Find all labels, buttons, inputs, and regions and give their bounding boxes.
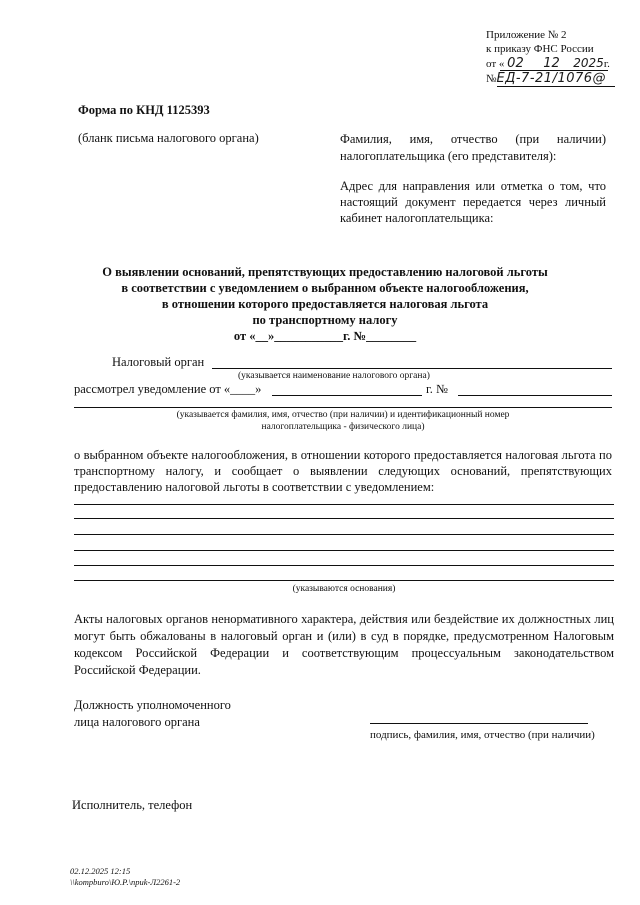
main-paragraph: о выбранном объекте налогообложения, в отношении которого предоставляется налоговая льгота по транспортному налогу, и сообщает о выявлении следующих оснований, препятствующих предоставлению налоговой льготы в соответствии с уведомлением: xyxy=(74,448,612,494)
title-date-line: от «__»___________г. №________ xyxy=(233,329,417,343)
title-line-3: в отношении которого предоставляется налоговая льгота xyxy=(161,297,489,311)
document-title xyxy=(60,264,590,344)
appendix-date-day: 02 xyxy=(507,56,524,71)
signature-position xyxy=(74,697,231,731)
blank-label: (бланк письма налогового органа) xyxy=(78,131,259,145)
title-line-1: О выявлении оснований, препятствующих предоставлению налоговой льготы xyxy=(102,265,548,279)
appendix-date-suffix: г. xyxy=(603,58,610,70)
reason-line xyxy=(74,504,614,505)
signature-position-line-1: Должность уполномоченного xyxy=(74,698,231,712)
considered-date-field xyxy=(272,395,422,396)
tax-authority-field xyxy=(212,368,612,369)
reason-line xyxy=(74,518,614,519)
appendix-number-underline xyxy=(497,86,615,87)
tax-authority-hint: (указывается наименование налогового органа) xyxy=(238,371,430,381)
taxpayer-field xyxy=(74,407,612,408)
recipient-address-label: Адрес для направления или отметка о том, что настоящий документ передается через личный кабинет налогоплательщика: xyxy=(340,179,606,225)
footer-line-1: 02.12.2025 12:15 xyxy=(70,866,131,876)
footer xyxy=(70,866,180,888)
taxpayer-hint-line-1: (указывается фамилия, имя, отчество (при наличии) и идентификационный номер xyxy=(176,410,510,420)
appendix-date-month: 12 xyxy=(543,56,560,71)
taxpayer-hint-line-2: налогоплательщика - физического лица) xyxy=(261,422,425,432)
reason-line xyxy=(74,550,614,551)
signature-field xyxy=(370,723,588,724)
reason-line xyxy=(74,565,614,566)
executor-label: Исполнитель, телефон xyxy=(72,798,193,812)
tax-authority-label: Налоговый орган xyxy=(112,355,205,369)
title-line-2: в соответствии с уведомлением о выбранном объекте налогообложения, xyxy=(121,281,529,295)
signature-position-line-2: лица налогового органа xyxy=(74,715,200,729)
appendix-date xyxy=(486,56,616,71)
recipient-name-label: Фамилия, имя, отчество (при наличии) налогоплательщика (его представителя): xyxy=(340,132,606,163)
appendix-number-prefix: № xyxy=(486,73,497,85)
reasons-hint: (указываются основания) xyxy=(292,584,396,594)
considered-number-label: г. № xyxy=(426,382,448,396)
considered-label: рассмотрел уведомление от «____» xyxy=(74,382,262,396)
appeal-paragraph: Акты налоговых органов ненормативного характера, действия или бездействие их должностных лиц могут быть обжалованы в налоговый орган и (или) в суд в порядке, предусмотренном Налоговым кодексом Российской Федерации и соответствующим процессуальным законодательством Российской Федерации. xyxy=(74,612,614,677)
reason-line xyxy=(74,580,614,581)
appendix-date-prefix: от « xyxy=(486,58,505,70)
appendix-number xyxy=(486,72,626,86)
title-line-4: по транспортному налогу xyxy=(252,313,398,327)
appendix-line-2: к приказу ФНС России xyxy=(486,43,594,55)
appendix-number-handwritten: ЕД-7-21/1076@ xyxy=(496,71,607,86)
form-code: Форма по КНД 1125393 xyxy=(78,103,210,117)
appendix-line-1: Приложение № 2 xyxy=(486,29,567,41)
considered-number-field xyxy=(458,395,612,396)
taxpayer-hint xyxy=(74,409,612,433)
signature-hint: подпись, фамилия, имя, отчество (при наличии) xyxy=(370,729,595,741)
reason-line xyxy=(74,534,614,535)
appendix-date-year: 2025 xyxy=(573,56,604,70)
footer-line-2: \\kompburo\Ю.Р.\приk-Л2261-2 xyxy=(70,877,181,887)
